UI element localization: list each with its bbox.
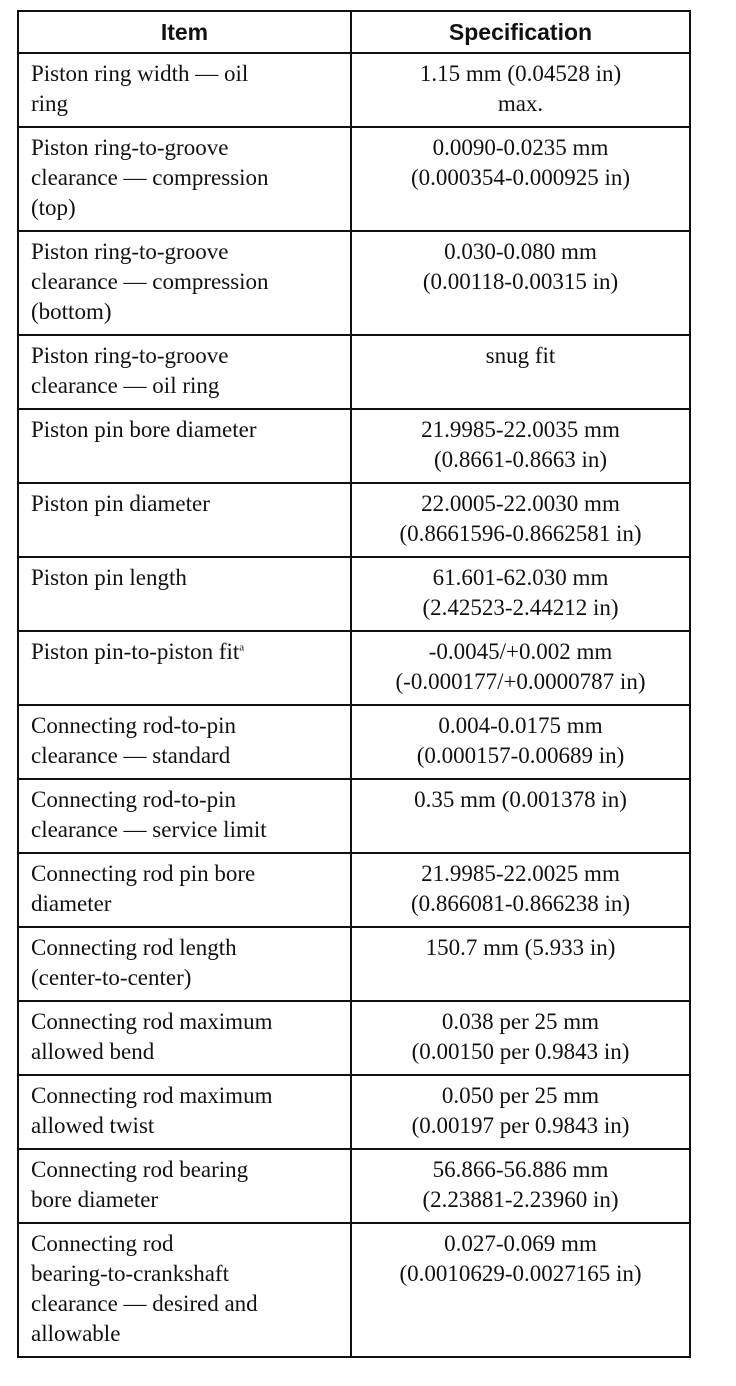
item-text: Connecting rod xyxy=(31,1231,174,1256)
item-text: (bottom) xyxy=(31,299,112,324)
specification-text: (0.8661596-0.8662581 in) xyxy=(399,521,642,546)
item-text: clearance — desired and xyxy=(31,1291,258,1316)
item-text: Piston ring-to-groove xyxy=(31,135,229,160)
table-row xyxy=(18,409,690,483)
item-text: Piston pin length xyxy=(31,565,187,590)
specification-text: (0.00150 per 0.9843 in) xyxy=(411,1039,630,1064)
specification-text: max. xyxy=(497,91,544,116)
item-text: allowed twist xyxy=(31,1113,155,1138)
specification-text: 0.35 mm (0.001378 in) xyxy=(414,787,627,812)
item-cell xyxy=(18,1075,351,1149)
table-row xyxy=(18,705,690,779)
specification-cell xyxy=(351,557,690,631)
item-text: diameter xyxy=(31,891,112,916)
specification-text: (0.8661-0.8663 in) xyxy=(433,447,608,472)
specification-text: 0.030-0.080 mm xyxy=(444,239,597,264)
item-cell xyxy=(18,1223,351,1357)
specification-cell xyxy=(351,1075,690,1149)
item-text: allowable xyxy=(31,1321,121,1346)
item-text: Connecting rod maximum xyxy=(31,1009,273,1034)
item-text: clearance — standard xyxy=(31,743,231,768)
table-row xyxy=(18,631,690,705)
item-text: Piston ring-to-groove xyxy=(31,239,229,264)
table-row xyxy=(18,53,690,127)
item-text: Piston ring-to-groove xyxy=(31,343,229,368)
item-text: Connecting rod length xyxy=(31,935,237,960)
table-row xyxy=(18,853,690,927)
item-text: Piston pin-to-piston fit xyxy=(31,639,240,664)
specification-cell xyxy=(351,631,690,705)
item-text: clearance — oil ring xyxy=(31,373,220,398)
specification-text: 1.15 mm (0.04528 in) xyxy=(419,61,622,86)
specification-text: 150.7 mm (5.933 in) xyxy=(425,935,616,960)
specification-text: 61.601-62.030 mm xyxy=(432,565,609,590)
table-row xyxy=(18,1075,690,1149)
footnote-marker: a xyxy=(239,641,245,654)
specification-text: 22.0005-22.0030 mm xyxy=(421,491,620,516)
specification-text: (0.000354-0.000925 in) xyxy=(410,165,631,190)
item-text: (top) xyxy=(31,195,76,220)
specification-text: snug fit xyxy=(485,343,556,368)
specification-text: 21.9985-22.0035 mm xyxy=(421,417,620,442)
item-cell xyxy=(18,1001,351,1075)
specification-text: -0.0045/+0.002 mm xyxy=(428,639,613,664)
item-cell xyxy=(18,631,351,705)
specification-cell xyxy=(351,779,690,853)
specification-text: (0.00118-0.00315 in) xyxy=(422,269,619,294)
table-row xyxy=(18,1149,690,1223)
item-cell xyxy=(18,927,351,1001)
specification-text: 0.004-0.0175 mm xyxy=(438,713,603,738)
item-cell xyxy=(18,53,351,127)
specification-text: (2.23881-2.23960 in) xyxy=(422,1187,619,1212)
item-text: clearance — compression xyxy=(31,165,269,190)
item-cell xyxy=(18,557,351,631)
item-cell xyxy=(18,127,351,231)
table-row xyxy=(18,483,690,557)
specification-cell xyxy=(351,705,690,779)
item-text-with-footnote xyxy=(31,637,344,667)
item-text: Connecting rod pin bore xyxy=(31,861,256,886)
item-text: Piston pin diameter xyxy=(31,491,210,516)
item-text: bearing-to-crankshaft xyxy=(31,1261,229,1286)
item-text: Connecting rod-to-pin xyxy=(31,713,237,738)
item-text: ring xyxy=(31,91,69,116)
specification-text: (0.866081-0.866238 in) xyxy=(410,891,631,916)
specification-text: 0.027-0.069 mm xyxy=(444,1231,597,1256)
item-cell xyxy=(18,483,351,557)
item-cell xyxy=(18,409,351,483)
specification-text: (0.00197 per 0.9843 in) xyxy=(411,1113,630,1138)
table-row xyxy=(18,231,690,335)
item-cell xyxy=(18,1149,351,1223)
item-cell xyxy=(18,705,351,779)
item-text: allowed bend xyxy=(31,1039,155,1064)
specification-cell xyxy=(351,927,690,1001)
specification-text: (2.42523-2.44212 in) xyxy=(422,595,619,620)
specification-text: 56.866-56.886 mm xyxy=(432,1157,609,1182)
specification-cell xyxy=(351,853,690,927)
item-cell xyxy=(18,231,351,335)
specification-cell xyxy=(351,1149,690,1223)
item-cell xyxy=(18,335,351,409)
table-row xyxy=(18,927,690,1001)
specification-cell xyxy=(351,127,690,231)
specification-text: 0.038 per 25 mm xyxy=(441,1009,600,1034)
specification-text: 0.0090-0.0235 mm xyxy=(432,135,609,160)
item-text: Piston ring width — oil xyxy=(31,61,249,86)
item-text: bore diameter xyxy=(31,1187,159,1212)
specification-cell xyxy=(351,1001,690,1075)
table-row xyxy=(18,1223,690,1357)
specification-cell xyxy=(351,483,690,557)
item-cell xyxy=(18,779,351,853)
specification-cell xyxy=(351,231,690,335)
specification-table xyxy=(17,10,691,1358)
specification-cell xyxy=(351,1223,690,1357)
table-row xyxy=(18,127,690,231)
specification-text: (0.000157-0.00689 in) xyxy=(416,743,625,768)
item-cell xyxy=(18,853,351,927)
item-text: Connecting rod-to-pin xyxy=(31,787,237,812)
specification-text: 21.9985-22.0025 mm xyxy=(421,861,620,886)
specification-text: 0.050 per 25 mm xyxy=(441,1083,600,1108)
table-row xyxy=(18,557,690,631)
table-row xyxy=(18,779,690,853)
table-row xyxy=(18,335,690,409)
specification-cell xyxy=(351,409,690,483)
table-row xyxy=(18,1001,690,1075)
item-text: Connecting rod maximum xyxy=(31,1083,273,1108)
specification-text: (-0.000177/+0.0000787 in) xyxy=(395,669,646,694)
item-text: clearance — compression xyxy=(31,269,269,294)
column-header-specification: Specification xyxy=(351,11,690,53)
item-text: clearance — service limit xyxy=(31,817,267,842)
item-text: Piston pin bore diameter xyxy=(31,417,257,442)
specification-text: (0.0010629-0.0027165 in) xyxy=(399,1261,642,1286)
column-header-item: Item xyxy=(18,11,351,53)
specification-cell xyxy=(351,53,690,127)
specification-cell xyxy=(351,335,690,409)
item-text: Connecting rod bearing xyxy=(31,1157,249,1182)
item-text: (center-to-center) xyxy=(31,965,192,990)
header-row xyxy=(18,11,690,53)
